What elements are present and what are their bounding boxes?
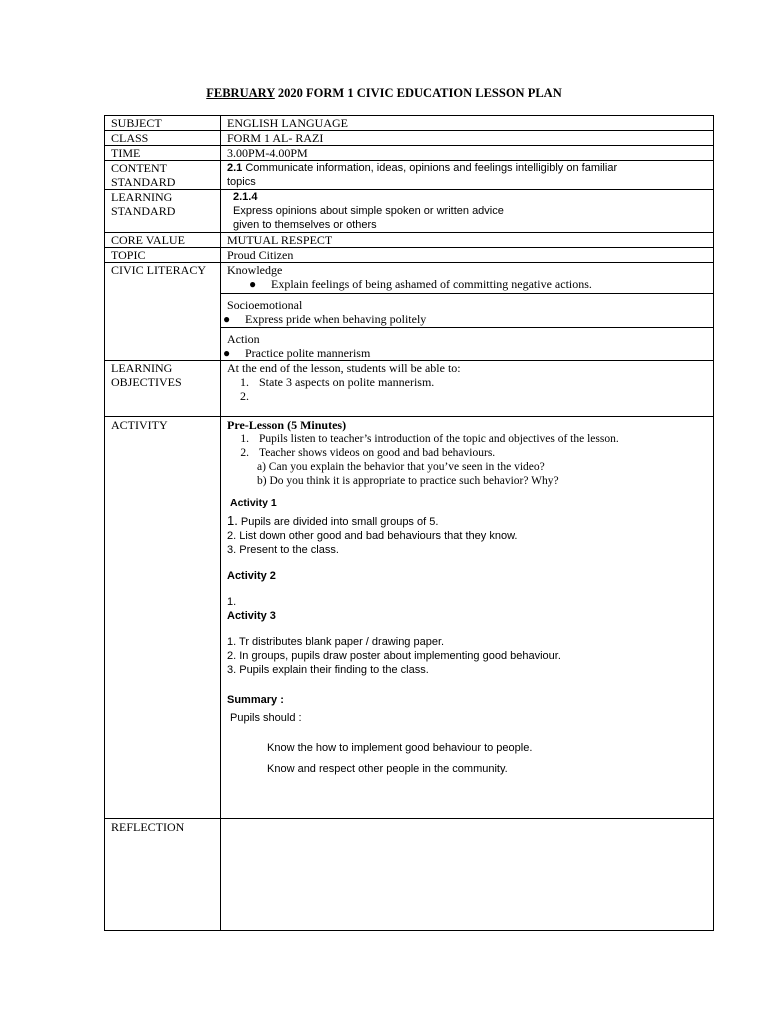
row-content-standard — [105, 161, 714, 190]
label-content: CONTENT — [111, 161, 167, 175]
civic-action-cell — [221, 328, 714, 361]
activity-1-item-2: 2. List down other good and bad behaviours that they know. — [227, 530, 518, 542]
civic-socio-bullet — [223, 312, 707, 326]
label-learning: LEARNING — [111, 190, 173, 204]
row-learning-standard — [105, 190, 714, 233]
label-standard: STANDARD — [111, 175, 176, 189]
objective-item-2: 2. — [240, 389, 249, 403]
objective-item-1: 1. State 3 aspects on polite mannerism. — [240, 375, 435, 389]
civic-action-bullet — [223, 346, 707, 360]
activity-3-item-3: 3. Pupils explain their finding to the class. — [227, 664, 429, 676]
label-subject: SUBJECT — [105, 116, 221, 131]
row-topic — [105, 248, 714, 263]
activity-1-title: Activity 1 — [230, 497, 277, 509]
value-content-standard — [221, 161, 714, 190]
civic-knowledge-heading: Knowledge — [227, 263, 283, 277]
activity-2-item-1: 1. — [227, 596, 237, 608]
content-num: 2.1 — [227, 162, 243, 174]
content-text: Communicate information, ideas, opinions and feelings intelligibly on familiar — [242, 162, 618, 174]
label-activity: ACTIVITY — [105, 417, 221, 819]
pre-lesson-question-b: b) Do you think it is appropriate to practice such behavior? Why? — [257, 475, 559, 487]
learning-line2: given to themselves or others — [233, 219, 377, 231]
content-text2: topics — [227, 176, 256, 188]
summary-item-2: Know and respect other people in the community. — [267, 763, 508, 775]
value-core-value: MUTUAL RESPECT — [221, 233, 714, 248]
label-topic: TOPIC — [105, 248, 221, 263]
title-month: FEBRUARY — [206, 86, 275, 100]
summary-item-1: Know the how to implement good behaviour to people. — [267, 742, 533, 754]
lesson-plan-table — [104, 115, 714, 931]
row-subject — [105, 116, 714, 131]
label-core-value: CORE VALUE — [105, 233, 221, 248]
objectives-intro: At the end of the lesson, students will be able to: — [227, 361, 461, 375]
activity-1-item-3: 3. Present to the class. — [227, 544, 339, 556]
value-learning-standard — [221, 190, 714, 233]
label-class: CLASS — [105, 131, 221, 146]
label-learning-obj: LEARNING — [111, 361, 173, 375]
civic-action-heading: Action — [227, 332, 260, 346]
civic-socio-heading: Socioemotional — [227, 298, 303, 312]
value-subject: ENGLISH LANGUAGE — [221, 116, 714, 131]
label-content-standard — [105, 161, 221, 190]
value-topic: Proud Citizen — [221, 248, 714, 263]
value-learning-objectives — [221, 361, 714, 417]
activity-1-item-1: 1. Pupils are divided into small groups of 5. — [227, 513, 439, 528]
label-reflection: REFLECTION — [105, 819, 221, 931]
civic-socio-item: Express pride when behaving politely — [245, 312, 427, 326]
label-objectives: OBJECTIVES — [111, 375, 182, 389]
learning-line1: Express opinions about simple spoken or written advice — [233, 205, 504, 217]
civic-socio-cell — [221, 294, 714, 328]
bullet-icon: ● — [223, 346, 231, 360]
pre-lesson-question-a: a) Can you explain the behavior that you’ve seen in the video? — [257, 461, 545, 473]
row-core-value — [105, 233, 714, 248]
learning-num: 2.1.4 — [233, 191, 258, 203]
value-activity — [221, 417, 714, 819]
row-reflection — [105, 819, 714, 931]
label-time: TIME — [105, 146, 221, 161]
activity-2-title: Activity 2 — [227, 570, 276, 582]
row-time — [105, 146, 714, 161]
label-civic-literacy: CIVIC LITERACY — [105, 263, 221, 361]
value-class: FORM 1 AL- RAZI — [221, 131, 714, 146]
activity-3-item-2: 2. In groups, pupils draw poster about implementing good behaviour. — [227, 650, 561, 662]
pre-lesson-item-2: 2. Teacher shows videos on good and bad behaviours. — [240, 447, 496, 459]
civic-action-item: Practice polite mannerism — [245, 346, 371, 360]
row-class — [105, 131, 714, 146]
label-learning-standard — [105, 190, 221, 233]
summary-title: Summary : — [227, 694, 284, 706]
civic-knowledge-bullet — [227, 277, 707, 291]
row-learning-objectives — [105, 361, 714, 417]
row-activity — [105, 417, 714, 819]
pre-lesson-item-1: 1. Pupils listen to teacher’s introduction of the topic and objectives of the lesson. — [240, 433, 619, 445]
bullet-icon: ● — [249, 277, 257, 291]
activity-3-item-1: 1. Tr distributes blank paper / drawing paper. — [227, 636, 445, 648]
label-standard-2: STANDARD — [111, 204, 176, 218]
bullet-icon: ● — [223, 312, 231, 326]
summary-intro: Pupils should : — [230, 712, 302, 724]
civic-knowledge-item: Explain feelings of being ashamed of committing negative actions. — [271, 277, 592, 291]
title-rest: 2020 FORM 1 CIVIC EDUCATION LESSON PLAN — [274, 86, 562, 100]
pre-lesson-title: Pre-Lesson (5 Minutes) — [227, 418, 347, 432]
activity-3-title: Activity 3 — [227, 610, 276, 622]
value-time: 3.00PM-4.00PM — [221, 146, 714, 161]
value-reflection — [221, 819, 714, 931]
civic-knowledge-cell — [221, 263, 714, 294]
label-learning-objectives — [105, 361, 221, 417]
page-title — [0, 86, 768, 101]
row-civic-knowledge — [105, 263, 714, 294]
